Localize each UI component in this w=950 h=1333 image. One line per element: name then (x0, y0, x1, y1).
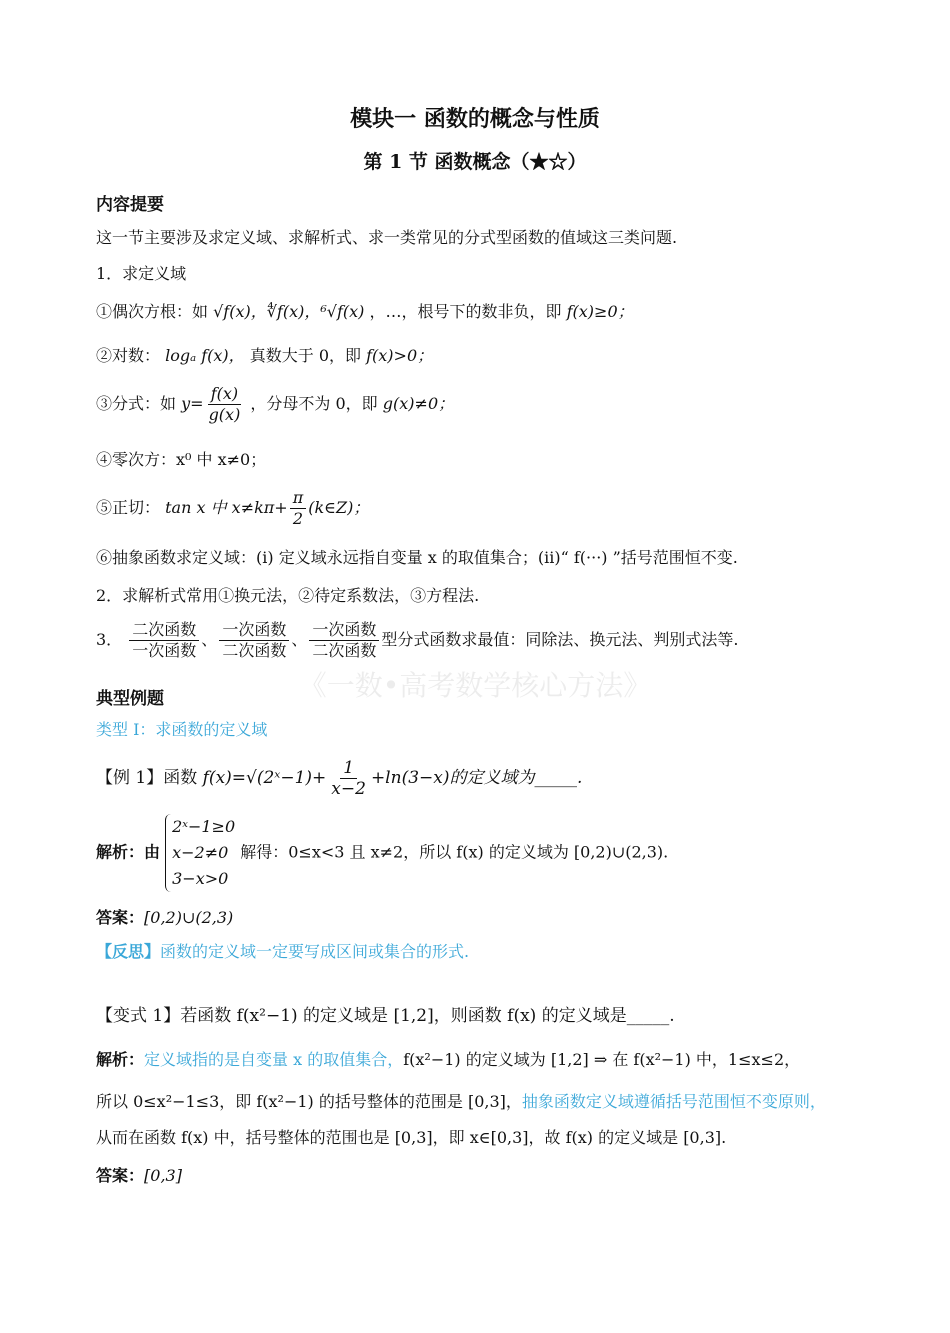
item3-prefix: 3． (96, 630, 123, 649)
example-1-expr: f(x)=√(2ˣ−1)+ (202, 768, 327, 788)
rule-5 (96, 488, 369, 529)
rule-2-prefix: ②对数： (96, 346, 161, 365)
rule-2-expr: logₐ f(x)， (165, 346, 245, 365)
example-1-solution (96, 814, 668, 892)
item1-heading: 1．求定义域 (96, 264, 187, 283)
rule-5-prefix: ⑤正切： (96, 498, 161, 517)
rule-4: ④零次方：x⁰ 中 x≠0； (96, 450, 267, 469)
rule-6: ⑥抽象函数求定义域：(i) 定义域永远指自变量 x 的取值集合；(ii)“ f(···) ”括号范围恒不变. (96, 548, 738, 567)
watermark: 《一数•高考数学核心方法》 (298, 669, 652, 702)
variant-1-solution-line2: 所以 0≤x²−1≤3，即 f(x²−1) 的括号整体的范围是 [0,3]，抽象函数定义域遵循括号范围恒不变原则， (96, 1092, 826, 1111)
fraction-f-over-g: $\frac{f(x)}{g(x)}$ (208, 384, 241, 424)
rule-1-cond: f(x)≥0； (566, 302, 634, 321)
rule-5-expr: tan x 中 x≠kπ+ (165, 498, 288, 517)
section-title: 第 1 节 函数概念（★☆） (363, 151, 587, 173)
rule-1 (96, 300, 634, 324)
rule-3-mid: ，分母不为 0，即 (250, 394, 378, 413)
solution-tail: 解得：0≤x<3 且 x≠2，所以 f(x) 的定义域为 [0,2)∪(2,3). (240, 842, 669, 862)
item3-tail: 型分式函数求最值：同除法、换元法、判别式法等. (381, 630, 739, 649)
item2-text: 2．求解析式常用①换元法，②待定系数法，③方程法. (96, 586, 480, 605)
rule-3-prefix: ③分式：如 (96, 394, 177, 413)
examples-heading: 典型例题 (96, 689, 164, 709)
solution-label: 解析：由 (96, 842, 161, 862)
page-title: 模块一 函数的概念与性质 (350, 106, 600, 132)
rule-3-cond: g(x)≠0； (382, 394, 455, 413)
even-roots: √f(x)，∜f(x)，⁶√f(x) (213, 302, 365, 321)
fraction-type-2: $\frac{\text{一次函数}}{\text{二次函数}}$ (219, 620, 289, 661)
variant-1-stem: 【变式 1】若函数 f(x²−1) 的定义域是 [1,2]，则函数 f(x) 的定义域是_____. (96, 1006, 675, 1026)
rule-2-mid: 真数大于 0，即 (249, 346, 362, 365)
rule-3: ③分式：如 y= $\frac{f(x)}{g(x)}$ ，分母不为 0，即 g(x)≠0； (96, 384, 455, 424)
example-1 (96, 758, 582, 799)
rule-5-tail: (k∈Z)； (308, 498, 370, 517)
rule-1-mid: ，…，根号下的数非负，即 (369, 302, 562, 321)
example-1-reflection: 【反思】函数的定义域一定要写成区间或集合的形式. (96, 942, 470, 961)
example-1-answer: 答案：[0,2)∪(2,3) (96, 908, 234, 927)
example-1-tail: +ln(3−x)的定义域为_____. (370, 768, 583, 788)
variant-1-answer: 答案：[0,3] (96, 1166, 182, 1185)
variant-1-solution-line3: 从而在函数 f(x) 中，括号整体的范围也是 [0,3]，即 x∈[0,3]，故 f(x) 的定义域是 [0,3]. (96, 1128, 727, 1147)
rule-2 (96, 344, 433, 368)
fraction-type-3: $\frac{\text{一次函数}}{\text{二次函数}}$ (309, 620, 379, 661)
intro-text: 这一节主要涉及求定义域、求解析式、求一类常见的分式型函数的值域这三类问题. (96, 228, 678, 247)
fraction-1-over-x-2: $\frac{1}{x-2}$ (331, 758, 366, 799)
fraction-pi-over-2: $\frac{\pi}{2}$ (290, 488, 307, 529)
rule-1-prefix: ①偶次方根：如 (96, 302, 209, 321)
summary-heading: 内容提要 (96, 195, 164, 215)
rule-2-cond: f(x)>0； (366, 346, 434, 365)
type1-heading: 类型 I：求函数的定义域 (96, 720, 268, 739)
example-1-label: 【例 1】函数 (96, 768, 198, 788)
item3: 3． $\frac{\text{二次函数}}{\text{一次函数}}$ 、 $\frac{\text{一次函数}}{\text{二次函数}}$ 、 $\frac{\text{一次函数}}{\text{二次函数}}$ 型分式函数求最值：同除法、换元法、判别式法等. (96, 620, 739, 660)
inequality-system: 2ˣ−1≥0 x−2≠0 3−x>0 (165, 814, 235, 892)
variant-1-solution-line1: 解析：定义域指的是自变量 x 的取值集合，f(x²−1) 的定义域为 [1,2] ⇒ 在 f(x²−1) 中，1≤x≤2， (96, 1050, 801, 1069)
fraction-type-1: $\frac{\text{二次函数}}{\text{一次函数}}$ (129, 620, 199, 661)
